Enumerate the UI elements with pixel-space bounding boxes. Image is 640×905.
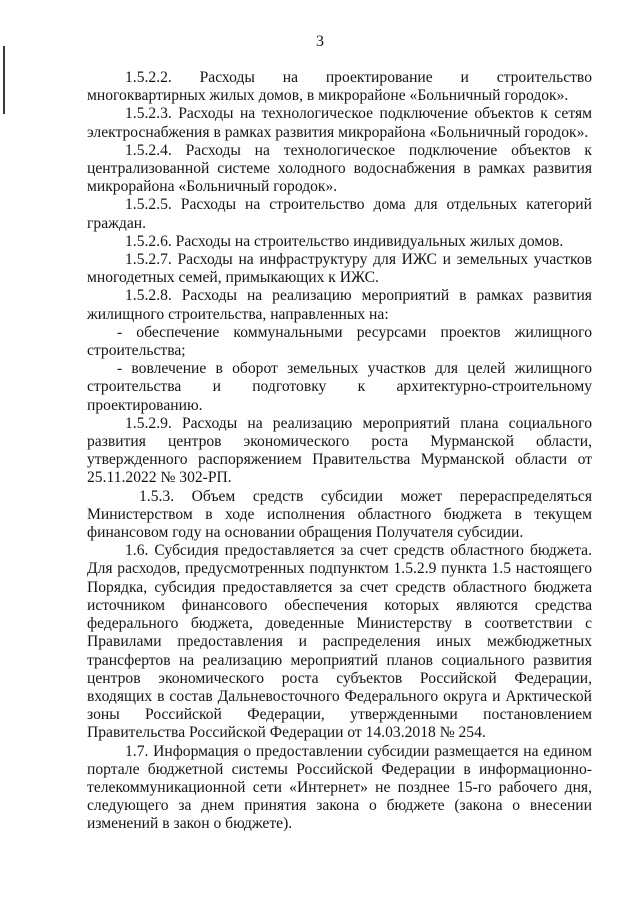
scan-edge-mark [3,46,5,114]
list-item-land-plots: - вовлечение в оборот земельных участков для целей жилищного строительства и подготовку к архитектурно-строительному проектированию. [87,360,592,414]
paragraph-1-5-2-8: 1.5.2.8. Расходы на реализацию мероприятий в рамках развития жилищного строительства, направленных на: [87,287,592,323]
paragraph-1-5-2-6: 1.5.2.6. Расходы на строительство индивидуальных жилых домов. [125,232,564,250]
paragraph-1-5-2-5: 1.5.2.5. Расходы на строительство дома для отдельных категорий граждан. [87,196,592,232]
paragraph-1-6: 1.6. Субсидия предоставляется за счет средств областного бюджета. Для расходов, предусмотренных подпунктом 1.5.2.9 пункта 1.5 настоящего Порядка, субсидия предоставляется за счет средств областного бюджета источником финансового обеспечения которых являются средства федерального бюджета, доведенные Министерству в соответствии с Правилами предоставления и распределения иных межбюджетных трансфертов на реализацию мероприятий планов социального развития центров экономического роста субъектов Российской Федерации, входящих в состав Дальневосточного Федерального округа и Арктической зоны Российской Федерации, утвержденными постановлением Правительства Российской Федерации от 14.03.2018 № 254. [87,542,592,742]
list-item-resources: - обеспечение коммунальными ресурсами проектов жилищного строительства; [87,323,592,360]
paragraph-1-5-2-9: 1.5.2.9. Расходы на реализацию мероприятий плана социального развития центров экономического роста Мурманской области, утвержденного распоряжением Правительства Мурманской области от 25.11.2022 № 302-РП. [87,414,592,487]
paragraph-1-5-2-2: 1.5.2.2. Расходы на проектирование и строительство многоквартирных жилых домов, в микрорайоне «Больничный городок». [87,69,592,105]
document-body [87,69,592,834]
paragraph-1-5-2-3: 1.5.2.3. Расходы на технологическое подключение объектов к сетям электроснабжения в рамках развития микрорайона «Больничный городок». [87,105,592,141]
paragraph-1-7: 1.7. Информация о предоставлении субсидии размещается на едином портале бюджетной системы Российской Федерации в информационно-телекоммуникационной сети «Интернет» не позднее 15-го рабочего дня, следующего за днем принятия закона о бюджете (закона о внесении изменений в закон о бюджете). [87,742,592,833]
paragraph-1-5-2-4: 1.5.2.4. Расходы на технологическое подключение объектов к централизованной системе холодного водоснабжения в рамках развития микрорайона «Больничный городок». [87,141,592,196]
page-number: 3 [316,33,324,50]
paragraph-1-5-2-7: 1.5.2.7. Расходы на инфраструктуру для ИЖС и земельных участков многодетных семей, примыкающих к ИЖС. [87,251,592,287]
paragraph-1-5-3: 1.5.3. Объем средств субсидии может перераспределяться Министерством в ходе исполнения областного бюджета в текущем финансовом году на основании обращения Получателя субсидии. [87,487,592,542]
